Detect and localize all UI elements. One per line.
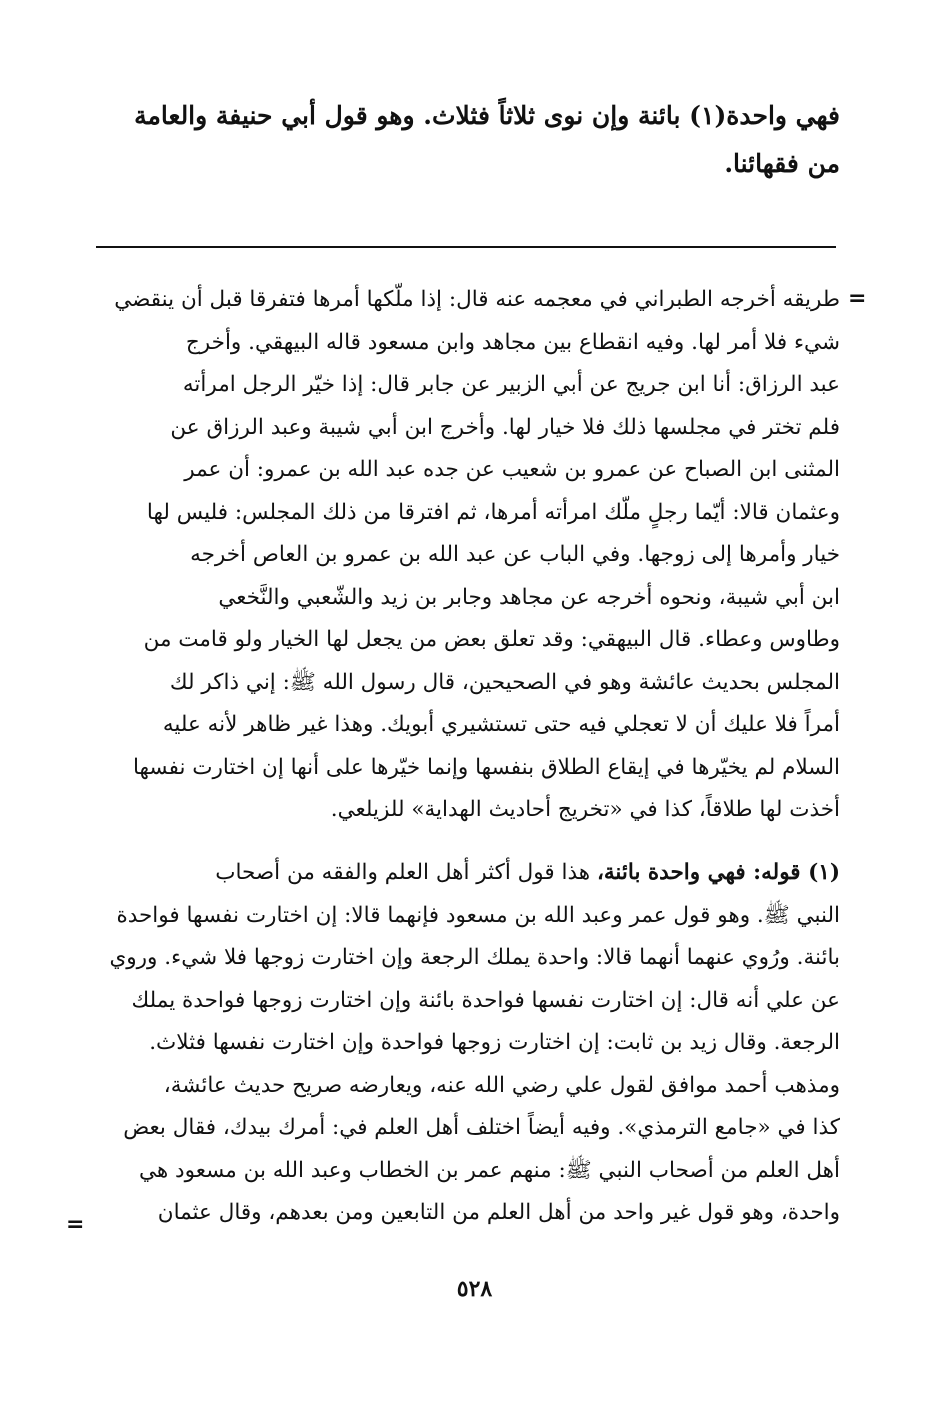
footnote-line: عن علي أنه قال: إن اختارت نفسها فواحدة بائنة وإن اختارت زوجها فواحدة يملك [131, 987, 840, 1013]
continuation-marker: = [848, 286, 867, 311]
footnote-continued [100, 279, 840, 832]
footnote-1 [100, 852, 840, 1235]
footnote-line: طريقه أخرجه الطبراني في معجمه عنه قال: إذا ملّكها أمرها فتفرقا قبل أن ينقضي [114, 287, 840, 312]
main-text [100, 92, 840, 188]
footnote-line [100, 852, 840, 895]
footnote-line: شيء فلا أمر لها. وفيه انقطاع بين مجاهد وابن مسعود قاله البيهقي. وأخرج [185, 329, 840, 355]
footnote-line: فلم تختر في مجلسها ذلك فلا خيار لها. وأخرج ابن أبي شيبة وعبد الرزاق عن [170, 414, 840, 440]
footnote-line: وطاوس وعطاء. قال البيهقي: وقد تعلق بعض من يجعل لها الخيار ولو قامت من [143, 627, 840, 652]
footnote-divider [96, 246, 836, 248]
footnote-line: كذا في «جامع الترمذي». وفيه أيضاً اختلف أهل العلم في: أمرك بيدك، فقال بعض [123, 1115, 840, 1140]
main-text-line: من فقهائنا. [724, 149, 840, 178]
footnote-line: المجلس بحديث عائشة وهو في الصحيحين، قال رسول الله ﷺ: إني ذاكر لك [169, 669, 840, 695]
footnote-line: أهل العلم من أصحاب النبي ﷺ: منهم عمر بن الخطاب وعبد الله بن مسعود هي [138, 1157, 840, 1183]
footnote-line: الرجعة. وقال زيد بن ثابت: إن اختارت زوجها فواحدة وإن اختارت نفسها فثلاث. [149, 1030, 840, 1055]
footnote-line: ومذهب أحمد موافق لقول علي رضي الله عنه، ويعارضه صريح حديث عائشة، [163, 1072, 840, 1098]
footnote-line: أخذت لها طلاقاً، كذا في «تخريج أحاديث الهداية» للزيلعي. [330, 797, 840, 822]
footnote-line-text: هذا قول أكثر أهل العلم والفقه من أصحاب [215, 860, 591, 885]
footnote-line: عبد الرزاق: أنا ابن جريج عن أبي الزبير عن جابر قال: إذا خيّر الرجل امرأته [182, 372, 840, 397]
footnote-line: بائنة. ورُوي عنهما أنهما قالا: واحدة يملك الرجعة وإن اختارت زوجها فلا شيء. وروي [109, 945, 840, 970]
footnote-line: النبي ﷺ. وهو قول عمر وعبد الله بن مسعود فإنهما قالا: إن اختارت نفسها فواحدة [116, 902, 840, 928]
footnote-lead: (١) قوله: فهي واحدة بائنة، [596, 860, 840, 885]
footnote-line: أمراً فلا عليك أن لا تعجلي فيه حتى تستشيري أبويك. وهذا غير ظاهر لأنه عليه [162, 712, 840, 737]
page-number: ٥٢٨ [456, 1276, 493, 1302]
footnote-line: المثنى ابن الصباح عن عمرو بن شعيب عن جده عبد الله بن عمرو: أن عمر [184, 457, 840, 482]
footnote-line: ابن أبي شيبة، ونحوه أخرجه عن مجاهد وجابر بن زيد والشّعبي والنَّخعي [218, 584, 840, 610]
footnote-line: وعثمان قالا: أيّما رجلٍ ملّك امرأته أمرها، ثم افترقا من ذلك المجلس: فليس لها [146, 499, 840, 525]
continuation-marker: = [66, 1212, 85, 1237]
footnote-line: خيار وأمرها إلى زوجها. وفي الباب عن عبد الله بن عمرو بن العاص أخرجه [190, 542, 840, 567]
footnote-line: واحدة، وهو قول غير واحد من أهل العلم من التابعين ومن بعدهم، وقال عثمان [157, 1200, 840, 1225]
footnote-line: السلام لم يخيّرها في إيقاع الطلاق بنفسها وإنما خيّرها على أنها إن اختارت نفسها [132, 754, 840, 780]
main-text-line: فهي واحدة(١) بائنة وإن نوى ثلاثاً فثلاث. وهو قول أبي حنيفة والعامة [134, 101, 840, 130]
